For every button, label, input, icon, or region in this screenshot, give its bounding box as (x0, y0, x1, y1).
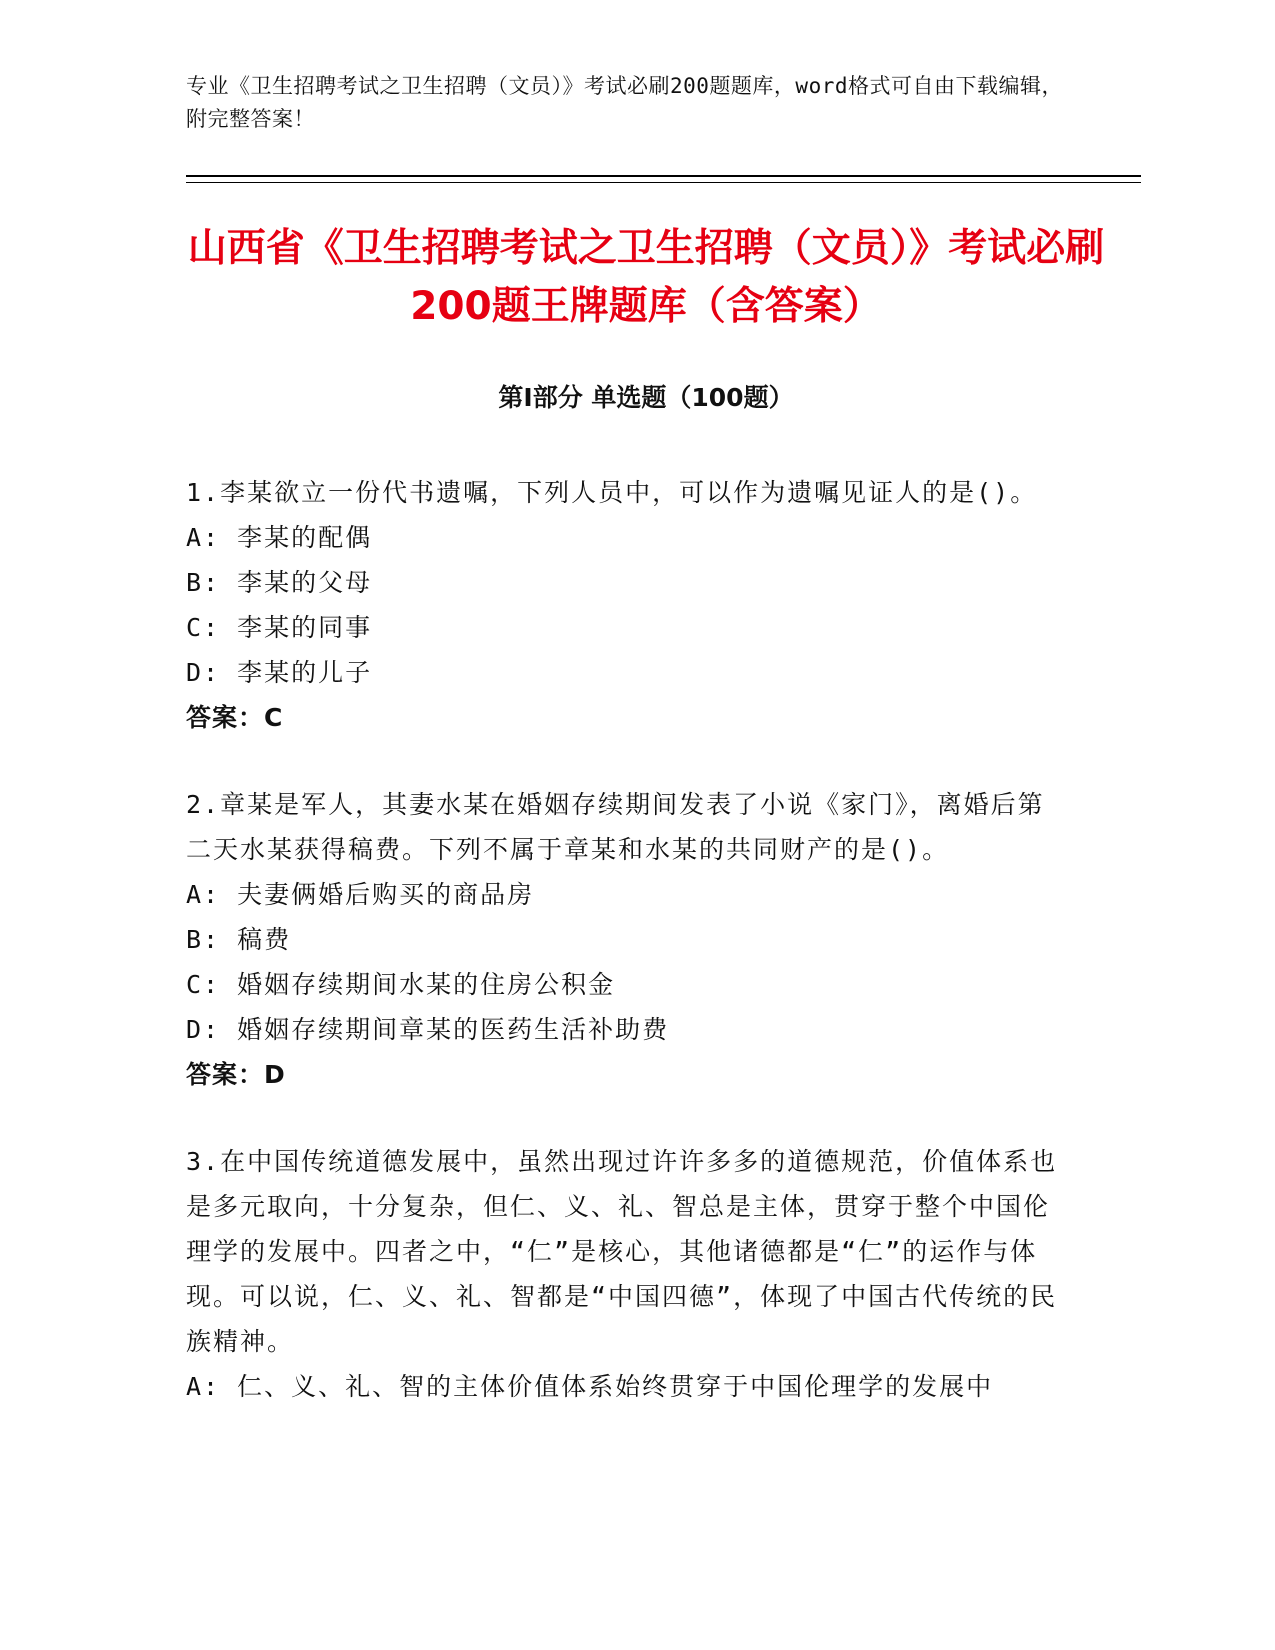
header-note: 专业《卫生招聘考试之卫生招聘（文员）》考试必刷200题题库，word格式可自由下载编辑，附完整答案！ (186, 74, 1063, 131)
option-b: B: 李某的父母 (186, 568, 373, 597)
answer-line: 答案：C (186, 703, 284, 732)
question-1 (186, 470, 1066, 740)
question-stem: 1.李某欲立一份代书遗嘱，下列人员中，可以作为遗嘱见证人的是()。 (186, 478, 1038, 507)
document-title: 山西省《卫生招聘考试之卫生招聘（文员）》考试必刷200题王牌题库（含答案） (187, 226, 1105, 329)
option-a: A: 仁、义、礼、智的主体价值体系始终贯穿于中国伦理学的发展中 (186, 1372, 994, 1401)
option-c: C: 李某的同事 (186, 613, 373, 642)
option-a: A: 李某的配偶 (186, 523, 373, 552)
answer-line: 答案：D (186, 1060, 286, 1089)
question-stem: 3.在中国传统道德发展中，虽然出现过许许多多的道德规范，价值体系也是多元取向，十分复杂，但仁、义、礼、智总是主体，贯穿于整个中国伦理学的发展中。四者之中，“仁”是核心，其他诸德都是“仁”的运作与体现。可以说，仁、义、礼、智都是“中国四德”，体现了中国古代传统的民族精神。 (186, 1147, 1058, 1356)
option-d: D: 李某的儿子 (186, 658, 373, 687)
option-a: A: 夫妻俩婚后购买的商品房 (186, 880, 535, 909)
header-divider-thick (186, 175, 1141, 177)
question-stem: 2.章某是军人，其妻水某在婚姻存续期间发表了小说《家门》，离婚后第二天水某获得稿费。下列不属于章某和水某的共同财产的是()。 (186, 790, 1045, 864)
question-3 (186, 1139, 1066, 1409)
header-divider-thin (186, 182, 1141, 183)
section-heading: 第Ⅰ部分 单选题（100题） (498, 383, 794, 412)
question-2 (186, 782, 1066, 1097)
option-d: D: 婚姻存续期间章某的医药生活补助费 (186, 1015, 670, 1044)
question-list (186, 470, 1066, 1451)
option-b: B: 稿费 (186, 925, 292, 954)
option-c: C: 婚姻存续期间水某的住房公积金 (186, 970, 616, 999)
